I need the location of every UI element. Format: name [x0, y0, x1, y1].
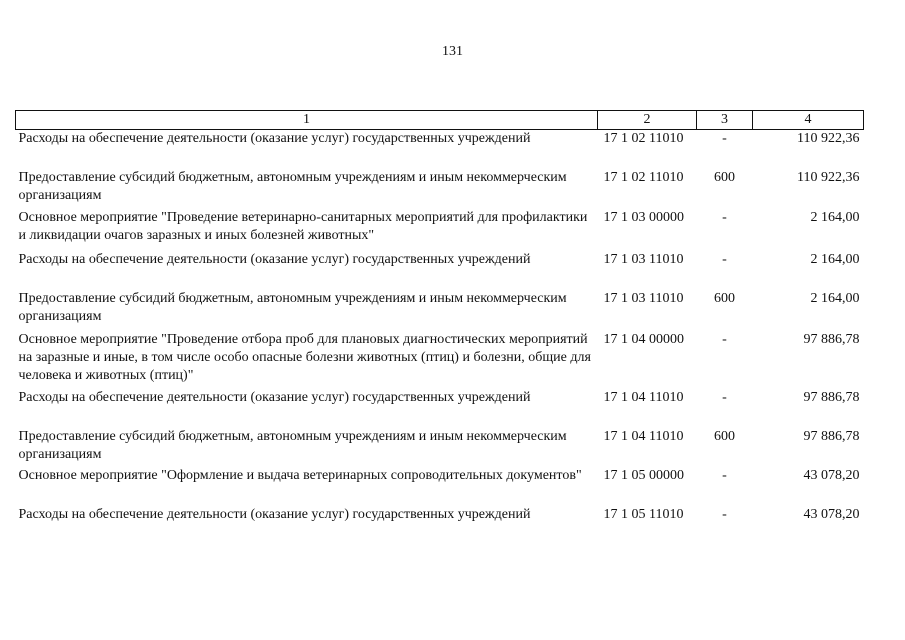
header-col-1: 1 [16, 111, 598, 130]
row-code: 17 1 04 11010 [603, 389, 684, 405]
row-code: 17 1 04 11010 [603, 428, 684, 444]
row-type: - [722, 506, 727, 522]
table-header [16, 111, 864, 130]
table-row [16, 290, 864, 331]
row-code: 17 1 02 11010 [603, 131, 684, 146]
header-col-4: 4 [753, 111, 864, 130]
row-amount: 110 922,36 [797, 169, 860, 185]
row-description: Основное мероприятие "Проведение ветеринарно-санитарных мероприятий для профилактики и ликвидации очагов заразных и иных болезней животных" [18, 209, 588, 243]
row-description: Расходы на обеспечение деятельности (оказание услуг) государственных учреждений [18, 389, 531, 405]
row-code: 17 1 05 11010 [603, 506, 684, 522]
row-type: 600 [714, 169, 735, 185]
row-amount: 43 078,20 [803, 506, 860, 522]
table-row [16, 130, 864, 169]
table-row [16, 467, 864, 506]
table-row [16, 506, 864, 526]
row-description: Основное мероприятие "Проведение отбора проб для плановых диагностических мероприятий на заразные и иные, в том числе особо опасные болезни животных (птиц) и болезни, общие для человека и животных (птиц)" [18, 331, 591, 383]
row-amount: 43 078,20 [803, 467, 860, 483]
row-code: 17 1 03 00000 [603, 209, 684, 225]
row-type: 600 [714, 290, 735, 306]
table-row [16, 331, 864, 389]
row-type: - [722, 251, 727, 267]
row-type: - [722, 131, 727, 146]
table-body [16, 130, 864, 526]
row-amount: 97 886,78 [803, 331, 860, 347]
row-description: Расходы на обеспечение деятельности (оказание услуг) государственных учреждений [18, 506, 531, 522]
row-description: Расходы на обеспечение деятельности (оказание услуг) государственных учреждений [18, 131, 531, 146]
row-type: - [722, 467, 727, 483]
row-code: 17 1 05 00000 [603, 467, 684, 483]
row-code: 17 1 03 11010 [603, 251, 684, 267]
table-row [16, 169, 864, 209]
row-amount: 2 164,00 [810, 209, 860, 225]
row-amount: 2 164,00 [810, 290, 860, 306]
row-type: - [722, 209, 727, 225]
row-type: 600 [714, 428, 735, 444]
row-description: Предоставление субсидий бюджетным, автономным учреждениям и иным некоммерческим организациям [18, 169, 567, 203]
row-amount: 97 886,78 [803, 428, 860, 444]
row-description: Предоставление субсидий бюджетным, автономным учреждениям и иным некоммерческим организациям [18, 290, 567, 324]
row-description: Основное мероприятие "Оформление и выдача ветеринарных сопроводительных документов" [18, 467, 582, 483]
row-code: 17 1 04 00000 [603, 331, 684, 347]
table-row [16, 428, 864, 467]
page-number: 131 [442, 44, 463, 59]
row-description: Расходы на обеспечение деятельности (оказание услуг) государственных учреждений [18, 251, 531, 267]
budget-table [15, 110, 864, 526]
table-row [16, 209, 864, 251]
row-type: - [722, 389, 727, 405]
row-amount: 110 922,36 [797, 131, 860, 146]
table-row [16, 251, 864, 290]
table-row [16, 389, 864, 428]
header-row [16, 111, 864, 130]
header-col-3: 3 [697, 111, 753, 130]
row-type: - [722, 331, 727, 347]
row-code: 17 1 02 11010 [603, 169, 684, 185]
row-code: 17 1 03 11010 [603, 290, 684, 306]
row-description: Предоставление субсидий бюджетным, автономным учреждениям и иным некоммерческим организациям [18, 428, 567, 462]
row-amount: 2 164,00 [810, 251, 860, 267]
header-col-2: 2 [598, 111, 697, 130]
row-amount: 97 886,78 [803, 389, 860, 405]
